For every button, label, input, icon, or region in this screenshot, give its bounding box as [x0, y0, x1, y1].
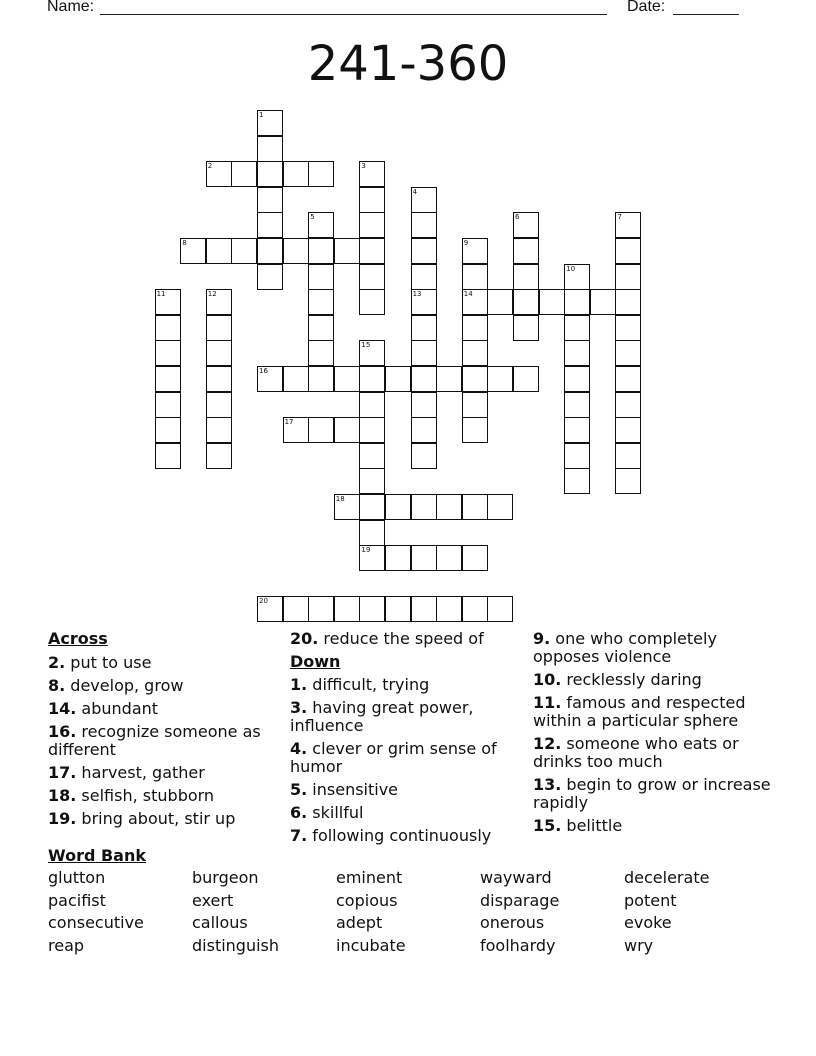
grid-cell[interactable]: [206, 238, 232, 264]
clue-number: 12.: [533, 734, 562, 753]
grid-cell[interactable]: [564, 417, 590, 443]
clue: [533, 776, 773, 812]
grid-cell[interactable]: [462, 417, 488, 443]
clue-number: 17.: [48, 763, 77, 782]
grid-cell[interactable]: [411, 545, 437, 571]
grid-cell[interactable]: [564, 366, 590, 392]
clue-text: abundant: [76, 699, 159, 718]
name-label: Name:: [47, 0, 95, 15]
clue-number: 16.: [48, 722, 77, 741]
grid-cell[interactable]: [308, 212, 334, 238]
grid-cell[interactable]: [615, 289, 641, 315]
grid-cell[interactable]: [180, 238, 206, 264]
word-bank-word: eminent: [336, 868, 403, 887]
clue-text: bring about, stir up: [76, 809, 236, 828]
grid-cell[interactable]: [615, 366, 641, 392]
cell-number: 18: [335, 495, 345, 503]
grid-cell[interactable]: [411, 212, 437, 238]
grid-cell[interactable]: [359, 392, 385, 418]
grid-cell[interactable]: [462, 289, 488, 315]
cell-number: 11: [156, 290, 166, 299]
grid-cell[interactable]: [385, 545, 411, 571]
clue-number: 5.: [290, 780, 308, 799]
word-bank-word: incubate: [336, 936, 406, 956]
grid-cell[interactable]: [257, 212, 283, 238]
grid-cell[interactable]: [231, 238, 257, 264]
clue-text: having great power, influence: [290, 698, 474, 735]
clue: [48, 787, 283, 805]
grid-cell[interactable]: [359, 417, 385, 443]
clue-number: 13.: [533, 775, 562, 794]
grid-cell[interactable]: [359, 494, 385, 520]
word-bank-word: wayward: [480, 868, 552, 887]
grid-cell[interactable]: [308, 417, 334, 443]
grid-cell[interactable]: [206, 443, 232, 469]
word-bank-word: distinguish: [192, 936, 280, 956]
clue-text: following continuously: [307, 826, 492, 845]
grid-cell[interactable]: [462, 392, 488, 418]
grid-cell[interactable]: [436, 545, 462, 571]
grid-cell[interactable]: [359, 264, 385, 290]
grid-cell[interactable]: [411, 494, 437, 520]
cell-number: 12: [207, 290, 217, 299]
grid-cell[interactable]: [155, 443, 181, 469]
clue-column-1: [48, 630, 283, 833]
clue-number: 4.: [290, 739, 308, 758]
grid-cell[interactable]: [462, 340, 488, 366]
clue: [48, 764, 283, 782]
page-title: 241-360: [307, 36, 509, 92]
word-bank-heading: Word Bank: [48, 846, 147, 865]
word-bank-word: callous: [192, 913, 248, 933]
grid-cell[interactable]: [257, 596, 283, 622]
word-bank-word: reap: [48, 936, 85, 956]
grid-cell[interactable]: [283, 596, 309, 622]
word-bank-word: evoke: [624, 913, 672, 933]
word-bank-word: potent: [624, 890, 677, 910]
cell-number: 6: [515, 213, 520, 222]
clue: [48, 810, 283, 828]
grid-cell[interactable]: [487, 366, 513, 392]
grid-cell[interactable]: [487, 289, 513, 315]
grid-cell[interactable]: [564, 392, 590, 418]
grid-cell[interactable]: [359, 212, 385, 238]
grid-cell[interactable]: [411, 315, 437, 341]
clue-text: insensitive: [307, 780, 399, 799]
grid-cell[interactable]: [231, 161, 257, 187]
grid-cell[interactable]: [436, 596, 462, 622]
clue-text: develop, grow: [65, 676, 184, 695]
grid-cell[interactable]: [411, 264, 437, 290]
grid-cell[interactable]: [411, 392, 437, 418]
clue-number: 11.: [533, 693, 562, 712]
clue-text: selfish, stubborn: [76, 786, 215, 805]
grid-cell[interactable]: [513, 212, 539, 238]
clue: [48, 654, 283, 672]
grid-cell[interactable]: [462, 264, 488, 290]
clue-text: harvest, gather: [76, 763, 205, 782]
grid-cell[interactable]: [462, 238, 488, 264]
grid-cell[interactable]: [206, 417, 232, 443]
grid-cell[interactable]: [359, 187, 385, 213]
grid-cell[interactable]: [206, 315, 232, 341]
grid-cell[interactable]: [411, 417, 437, 443]
clue: [48, 700, 283, 718]
clue-text: clever or grim sense of humor: [290, 739, 497, 776]
clue-number: 19.: [48, 809, 77, 828]
grid-cell[interactable]: [513, 238, 539, 264]
grid-cell[interactable]: [308, 340, 334, 366]
grid-cell[interactable]: [155, 315, 181, 341]
grid-cell[interactable]: [359, 545, 385, 571]
grid-cell[interactable]: [155, 417, 181, 443]
grid-cell[interactable]: [539, 289, 565, 315]
clue: [290, 740, 525, 776]
cell-number: 20: [259, 597, 268, 606]
grid-cell[interactable]: [359, 366, 385, 392]
grid-cell[interactable]: [411, 289, 437, 315]
grid-cell[interactable]: [308, 289, 334, 315]
clue-number: 7.: [290, 826, 308, 845]
clue-column-2: [290, 630, 525, 850]
word-bank-word: copious: [336, 890, 398, 910]
grid-cell[interactable]: [155, 340, 181, 366]
clue-text: reduce the speed of: [318, 629, 484, 648]
cell-number: 9: [463, 239, 469, 247]
cell-number: 16: [259, 367, 268, 375]
grid-cell[interactable]: [308, 366, 334, 392]
cell-number: 17: [284, 418, 294, 427]
clue: [290, 804, 525, 822]
clue: [290, 630, 525, 648]
clue-text: difficult, trying: [307, 675, 430, 694]
cell-number: 14: [463, 290, 473, 299]
grid-cell[interactable]: [436, 366, 462, 392]
clue-text: skillful: [307, 803, 364, 822]
grid-cell[interactable]: [513, 264, 539, 290]
grid-cell[interactable]: [257, 110, 283, 136]
grid-cell[interactable]: [359, 520, 385, 546]
grid-cell[interactable]: [513, 315, 539, 341]
clue-number: 2.: [48, 653, 66, 672]
clue: [533, 735, 773, 771]
grid-cell[interactable]: [615, 443, 641, 469]
clue-number: 14.: [48, 699, 77, 718]
clue-text: recognize someone as different: [48, 722, 261, 759]
cell-number: 5: [310, 213, 315, 222]
grid-cell[interactable]: [308, 264, 334, 290]
clue: [533, 671, 773, 689]
grid-cell[interactable]: [206, 366, 232, 392]
cell-number: 10: [566, 264, 576, 273]
grid-cell[interactable]: [334, 417, 360, 443]
word-bank-word: pacifist: [48, 890, 106, 910]
grid-cell[interactable]: [155, 289, 181, 315]
grid-cell[interactable]: [411, 443, 437, 469]
grid-cell[interactable]: [462, 366, 488, 392]
grid-cell[interactable]: [462, 545, 488, 571]
clue: [533, 630, 773, 666]
grid-cell[interactable]: [283, 238, 309, 264]
grid-cell[interactable]: [615, 315, 641, 341]
word-bank-word: burgeon: [192, 868, 259, 887]
grid-cell[interactable]: [334, 596, 360, 622]
grid-cell[interactable]: [359, 340, 385, 366]
across-heading: Across: [48, 629, 108, 648]
clue-text: someone who eats or drinks too much: [533, 734, 739, 771]
clue-number: 20.: [290, 629, 319, 648]
grid-cell[interactable]: [487, 494, 513, 520]
clue-text: famous and respected within a particular sphere: [533, 693, 746, 730]
clue: [48, 677, 283, 695]
cell-number: 13: [412, 290, 422, 299]
clue-number: 9.: [533, 629, 551, 648]
clue: [533, 694, 773, 730]
word-bank-word: onerous: [480, 913, 545, 933]
word-bank-word: wry: [624, 936, 654, 956]
grid-cell[interactable]: [436, 494, 462, 520]
clue-text: recklessly daring: [561, 670, 702, 689]
grid-cell[interactable]: [615, 340, 641, 366]
clue: [290, 827, 525, 845]
cell-number: 19: [361, 546, 371, 555]
word-bank-word: decelerate: [624, 868, 710, 887]
grid-cell[interactable]: [462, 596, 488, 622]
word-bank-word: disparage: [480, 890, 560, 910]
grid-cell[interactable]: [257, 161, 283, 187]
clue-text: put to use: [65, 653, 152, 672]
clue: [290, 699, 525, 735]
grid-cell[interactable]: [564, 264, 590, 290]
grid-cell[interactable]: [257, 238, 283, 264]
grid-cell[interactable]: [590, 289, 616, 315]
grid-cell[interactable]: [462, 494, 488, 520]
word-bank-word: consecutive: [48, 913, 144, 933]
grid-cell[interactable]: [283, 417, 309, 443]
clue-number: 6.: [290, 803, 308, 822]
grid-cell[interactable]: [411, 596, 437, 622]
clue-text: begin to grow or increase rapidly: [533, 775, 771, 812]
grid-cell[interactable]: [206, 289, 232, 315]
grid-cell[interactable]: [257, 187, 283, 213]
cell-number: 1: [259, 111, 264, 119]
grid-cell[interactable]: [564, 468, 590, 494]
clue: [290, 676, 525, 694]
grid-cell[interactable]: [283, 366, 309, 392]
grid-cell[interactable]: [334, 366, 360, 392]
grid-cell[interactable]: [615, 417, 641, 443]
cell-number: 15: [361, 341, 371, 350]
date-label: Date:: [627, 0, 666, 15]
clue: [533, 817, 773, 835]
grid-cell[interactable]: [359, 468, 385, 494]
grid-cell[interactable]: [359, 161, 385, 187]
grid-cell[interactable]: [513, 366, 539, 392]
clue: [290, 781, 525, 799]
cell-number: 4: [412, 187, 418, 196]
cell-number: 8: [182, 239, 187, 247]
cell-number: 3: [361, 162, 366, 171]
down-heading: Down: [290, 652, 341, 671]
cell-number: 7: [617, 213, 622, 222]
grid-cell[interactable]: [359, 596, 385, 622]
grid-cell[interactable]: [615, 392, 641, 418]
grid-cell[interactable]: [308, 315, 334, 341]
grid-cell[interactable]: [564, 340, 590, 366]
grid-cell[interactable]: [385, 494, 411, 520]
grid-cell[interactable]: [308, 596, 334, 622]
grid-cell[interactable]: [487, 596, 513, 622]
grid-cell[interactable]: [359, 238, 385, 264]
grid-cell[interactable]: [334, 238, 360, 264]
grid-cell[interactable]: [564, 443, 590, 469]
grid-cell[interactable]: [359, 443, 385, 469]
clue-text: one who completely opposes violence: [533, 629, 717, 666]
clue-number: 3.: [290, 698, 308, 717]
word-bank-word: adept: [336, 913, 383, 933]
grid-cell[interactable]: [257, 264, 283, 290]
grid-cell[interactable]: [564, 315, 590, 341]
grid-cell[interactable]: [206, 392, 232, 418]
word-bank-word: foolhardy: [480, 936, 556, 956]
clue-number: 15.: [533, 816, 562, 835]
grid-cell[interactable]: [359, 289, 385, 315]
grid-cell[interactable]: [411, 366, 437, 392]
grid-cell[interactable]: [385, 596, 411, 622]
grid-cell[interactable]: [155, 392, 181, 418]
grid-cell[interactable]: [615, 264, 641, 290]
grid-cell[interactable]: [257, 136, 283, 162]
grid-cell[interactable]: [411, 187, 437, 213]
grid-cell[interactable]: [411, 340, 437, 366]
grid-cell[interactable]: [615, 238, 641, 264]
grid-cell[interactable]: [615, 468, 641, 494]
grid-cell[interactable]: [334, 494, 360, 520]
clue: [48, 723, 283, 759]
clue-number: 1.: [290, 675, 308, 694]
grid-cell[interactable]: [206, 161, 232, 187]
grid-cell[interactable]: [411, 238, 437, 264]
grid-cell[interactable]: [257, 366, 283, 392]
grid-cell[interactable]: [385, 366, 411, 392]
grid-cell[interactable]: [513, 289, 539, 315]
grid-cell[interactable]: [308, 161, 334, 187]
grid-cell[interactable]: [462, 315, 488, 341]
cell-number: 2: [207, 162, 213, 171]
clue-number: 10.: [533, 670, 562, 689]
grid-cell[interactable]: [155, 366, 181, 392]
grid-cell[interactable]: [615, 212, 641, 238]
grid-cell[interactable]: [308, 238, 334, 264]
clue-number: 18.: [48, 786, 77, 805]
word-bank-word: exert: [192, 890, 234, 910]
clue-number: 8.: [48, 676, 66, 695]
word-bank-word: glutton: [48, 868, 106, 887]
grid-cell[interactable]: [564, 289, 590, 315]
grid-cell[interactable]: [206, 340, 232, 366]
grid-cell[interactable]: [283, 161, 309, 187]
clue-text: belittle: [561, 816, 623, 835]
clue-column-3: [533, 630, 773, 840]
